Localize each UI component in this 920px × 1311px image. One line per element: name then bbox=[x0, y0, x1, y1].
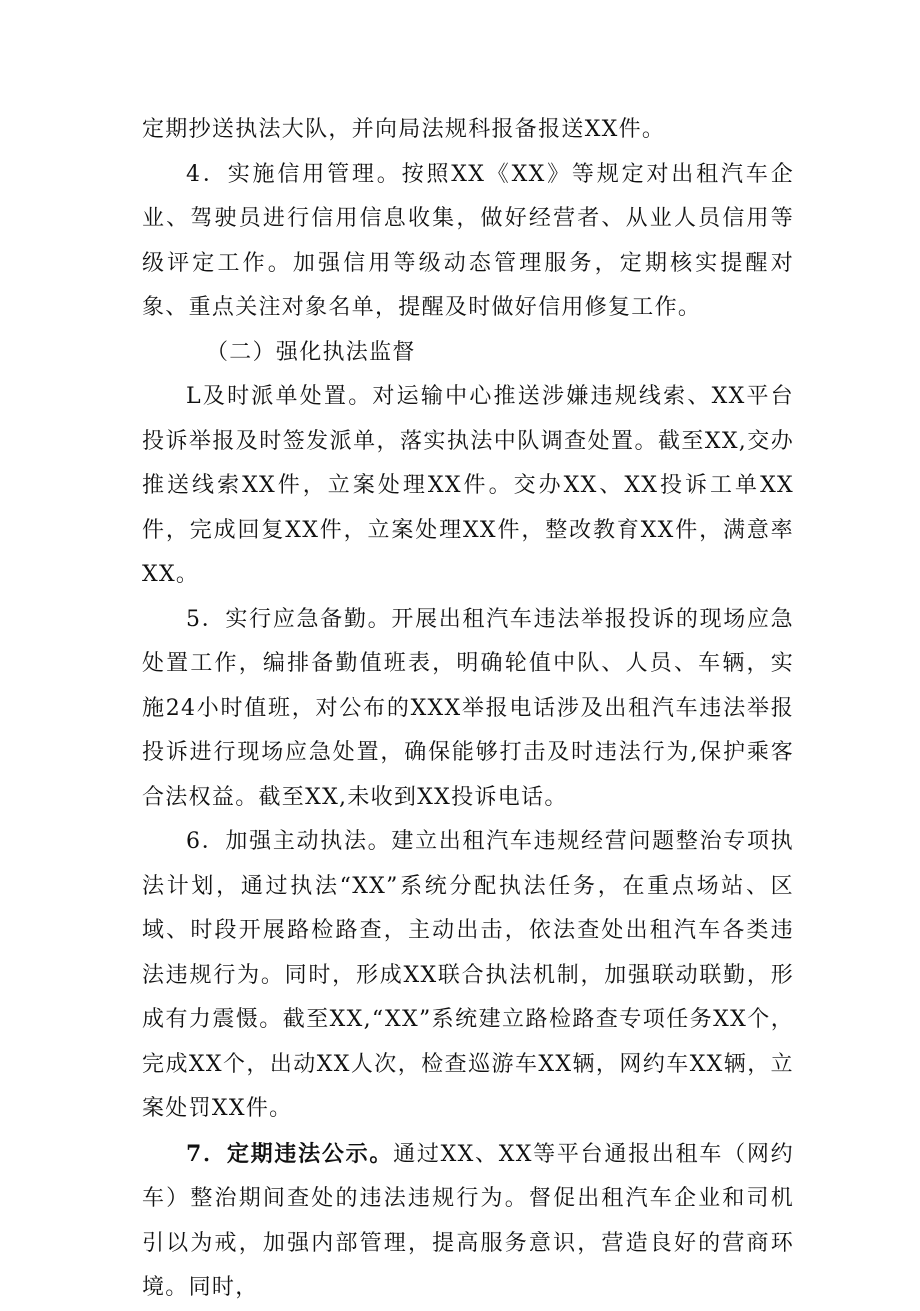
paragraph-active-enforcement: 6．加强主动执法。建立出租汽车违规经营问题整治专项执法计划，通过执法“XX”系统分配执法任务，在重点场站、区域、时段开展路检路查，主动出击，依法查处出租汽车各类违法违规行为。同时，形成XX联合执法机制，加强联动联勤，形成有力震慑。截至XX,“XX”系统建立路检路查专项任务XX个，完成XX个，出动XX人次，检查巡游车XX辆，网约车XX辆，立案处罚XX件。 bbox=[142, 829, 794, 1121]
paragraph-credit-management: 4．实施信用管理。按照XX《XX》等规定对出租汽车企业、驾驶员进行信用信息收集，做好经营者、从业人员信用等级评定工作。加强信用等级动态管理服务，定期核实提醒对象、重点关注对象名单，提醒及时做好信用修复工作。 bbox=[142, 161, 794, 320]
paragraph-continuation: 定期抄送执法大队，并向局法规科报备报送XX件。 bbox=[142, 117, 666, 142]
paragraph-emergency-duty: 5．实行应急备勤。开展出租汽车违法举报投诉的现场应急处置工作，编排备勤值班表，明确轮值中队、人员、车辆，实施24小时值班，对公布的XXX举报电话涉及出租汽车违法举报投诉进行现场应急处置，确保能够打击及时违法行为,保护乘客合法权益。截至XX,未收到XX投诉电话。 bbox=[142, 606, 794, 810]
paragraph-lead-bold: 7．定期违法公示。 bbox=[186, 1140, 394, 1167]
document-body bbox=[142, 108, 794, 1311]
paragraph-body: 通过XX、XX等平台通报出租车（网约车）整治期间查处的违法违规行为。督促出租汽车企业和司机引以为戒，加强内部管理，提高服务意识，营造良好的营商环境。同时， bbox=[142, 1141, 794, 1300]
section-heading: （二）强化执法监督 bbox=[206, 339, 416, 365]
paragraph-public-notice bbox=[142, 1132, 794, 1311]
paragraph-dispatch: L及时派单处置。对运输中心推送涉嫌违规线索、XX平台投诉举报及时签发派单，落实执法中队调查处置。截至XX,交办推送线索XX件，立案处理XX件。交办XX、XX投诉工单XX件，完成回复XX件，立案处理XX件，整改教育XX件，满意率XX。 bbox=[142, 384, 794, 587]
